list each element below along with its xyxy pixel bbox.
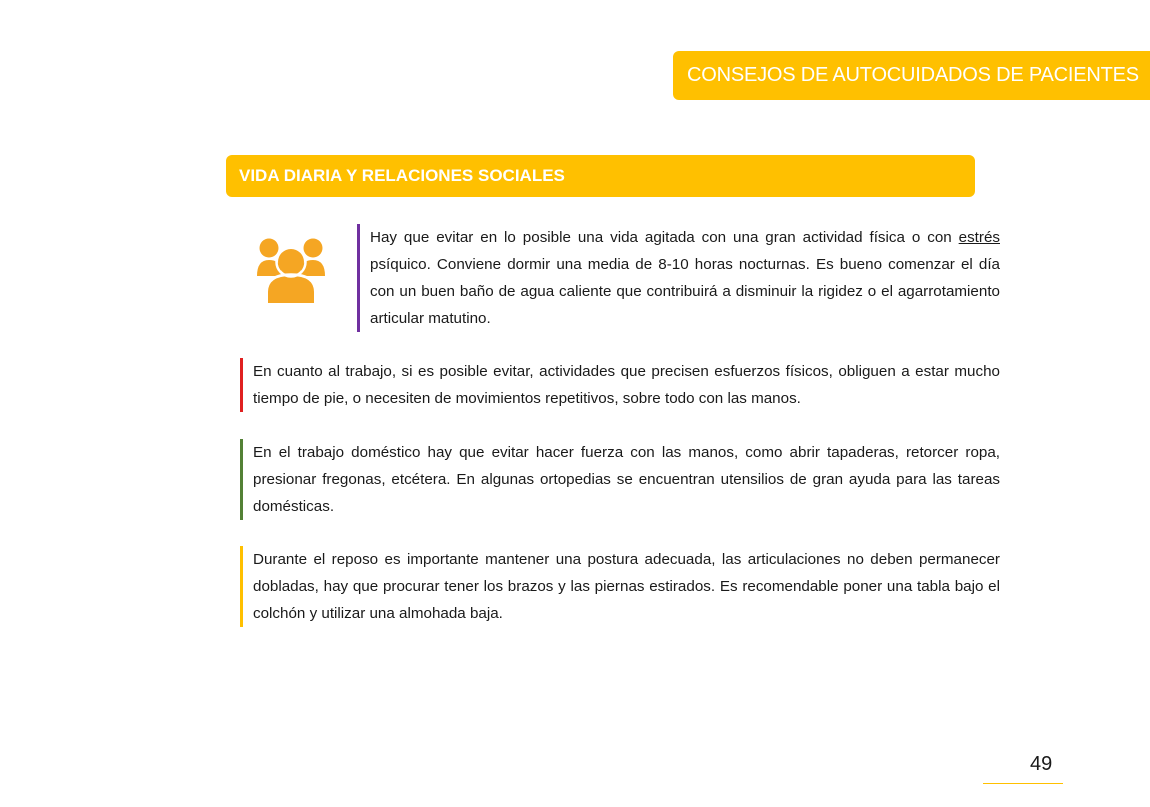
page-number: 49 <box>1030 753 1053 775</box>
paragraph-daily-life <box>357 224 1000 332</box>
paragraph-rest-posture: Durante el reposo es importante mantener una postura adecuada, las articulaciones no deben permanecer dobladas, hay que procurar tener los brazos y las piernas estirados. Es recomendable poner una tabla bajo el colchón y utilizar una almohada baja. <box>240 546 1000 627</box>
paragraph-work: En cuanto al trabajo, si es posible evitar, actividades que precisen esfuerzos físicos, obliguen a estar mucho tiempo de pie, o necesiten de movimientos repetitivos, sobre todo con las manos. <box>240 358 1000 412</box>
section-title: VIDA DIARIA Y RELACIONES SOCIALES <box>239 166 565 185</box>
page-number-underline <box>983 783 1063 784</box>
paragraph-daily-life-text-1: Hay que evitar en lo posible una vida agitada con una gran actividad física o con <box>370 229 959 246</box>
section-title-bar <box>226 155 975 197</box>
paragraph-domestic-work: En el trabajo doméstico hay que evitar hacer fuerza con las manos, como abrir tapaderas, retorcer ropa, presionar fregonas, etcétera. En algunas ortopedias se encuentran utensilios de gran ayuda para las tareas domésticas. <box>240 439 1000 520</box>
underlined-term-estres: estrés <box>958 229 1000 246</box>
chapter-title: CONSEJOS DE AUTOCUIDADOS DE PACIENTES <box>687 64 1139 86</box>
chapter-header-tab <box>673 51 1150 100</box>
people-group-icon <box>255 236 327 304</box>
paragraph-daily-life-text-2: psíquico. Conviene dormir una media de 8-10 horas nocturnas. Es bueno comenzar el día con un buen baño de agua caliente que contribuirá a disminuir la rigidez o el agarrotamiento articular matutino. <box>370 256 1000 327</box>
